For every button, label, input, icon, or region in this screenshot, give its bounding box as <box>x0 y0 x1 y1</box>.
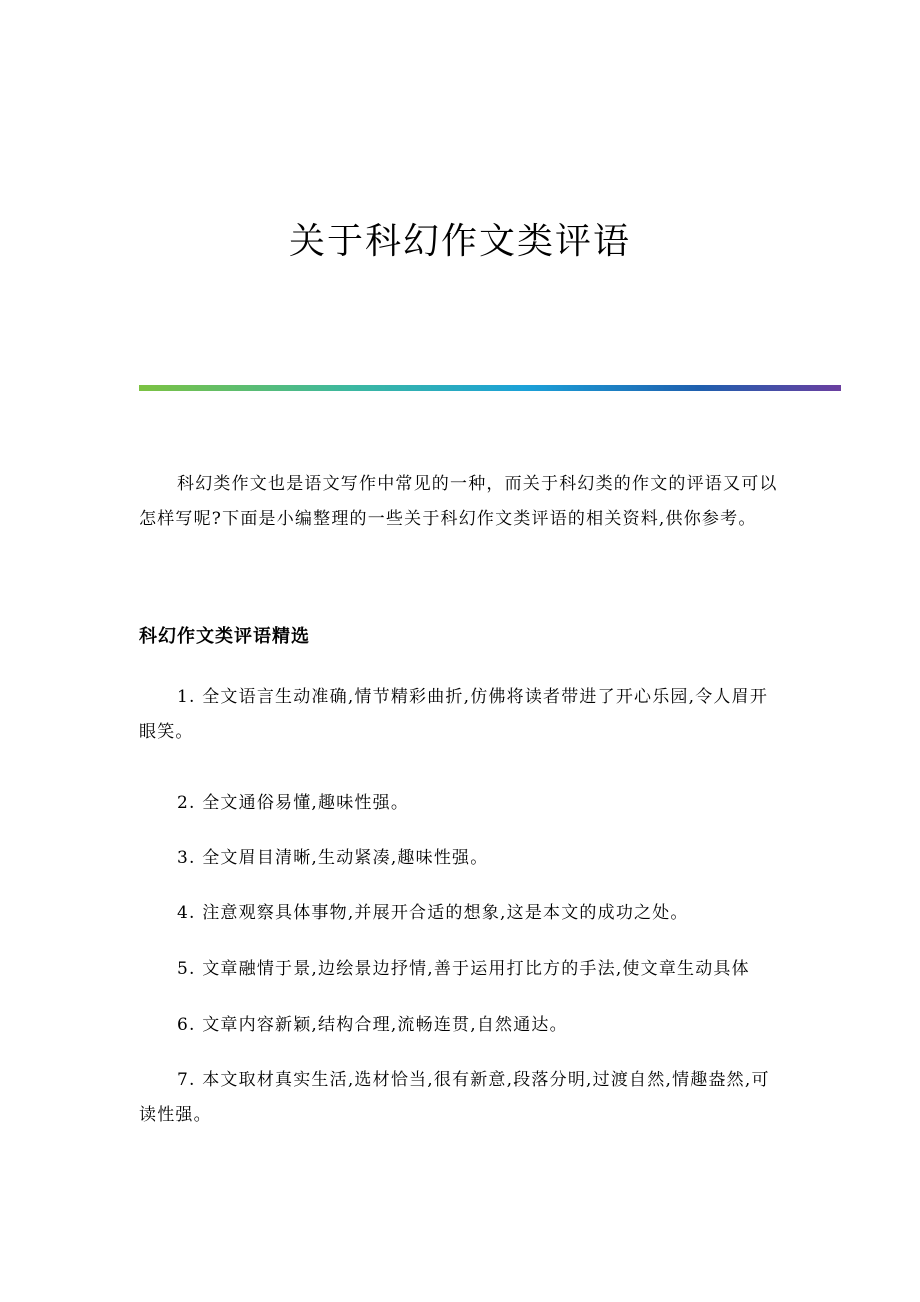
list-item: 4. 注意观察具体事物,并展开合适的想象,这是本文的成功之处。 <box>177 903 689 923</box>
title-divider <box>139 385 841 391</box>
list-item: 7. 本文取材真实生活,选材恰当,很有新意,段落分明,过渡自然,情趣盎然,可读性强。 <box>139 1070 770 1125</box>
list-item: 5. 文章融情于景,边绘景边抒情,善于运用打比方的手法,使文章生动具体 <box>177 959 750 979</box>
page-title: 关于科幻作文类评语 <box>288 221 631 262</box>
section-heading: 科幻作文类评语精选 <box>139 626 310 647</box>
intro-paragraph: 科幻类作文也是语文写作中常见的一种，而关于科幻类的作文的评语又可以怎样写呢?下面是小编整理的一些关于科幻作文类评语的相关资料,供你参考。 <box>139 474 778 529</box>
list-item: 1. 全文语言生动准确,情节精彩曲折,仿佛将读者带进了开心乐园,令人眉开眼笑。 <box>139 687 769 742</box>
list-item: 6. 文章内容新颖,结构合理,流畅连贯,自然通达。 <box>177 1015 568 1035</box>
list-item: 2. 全文通俗易懂,趣味性强。 <box>177 793 410 813</box>
list-item: 3. 全文眉目清晰,生动紧凑,趣味性强。 <box>177 848 489 868</box>
